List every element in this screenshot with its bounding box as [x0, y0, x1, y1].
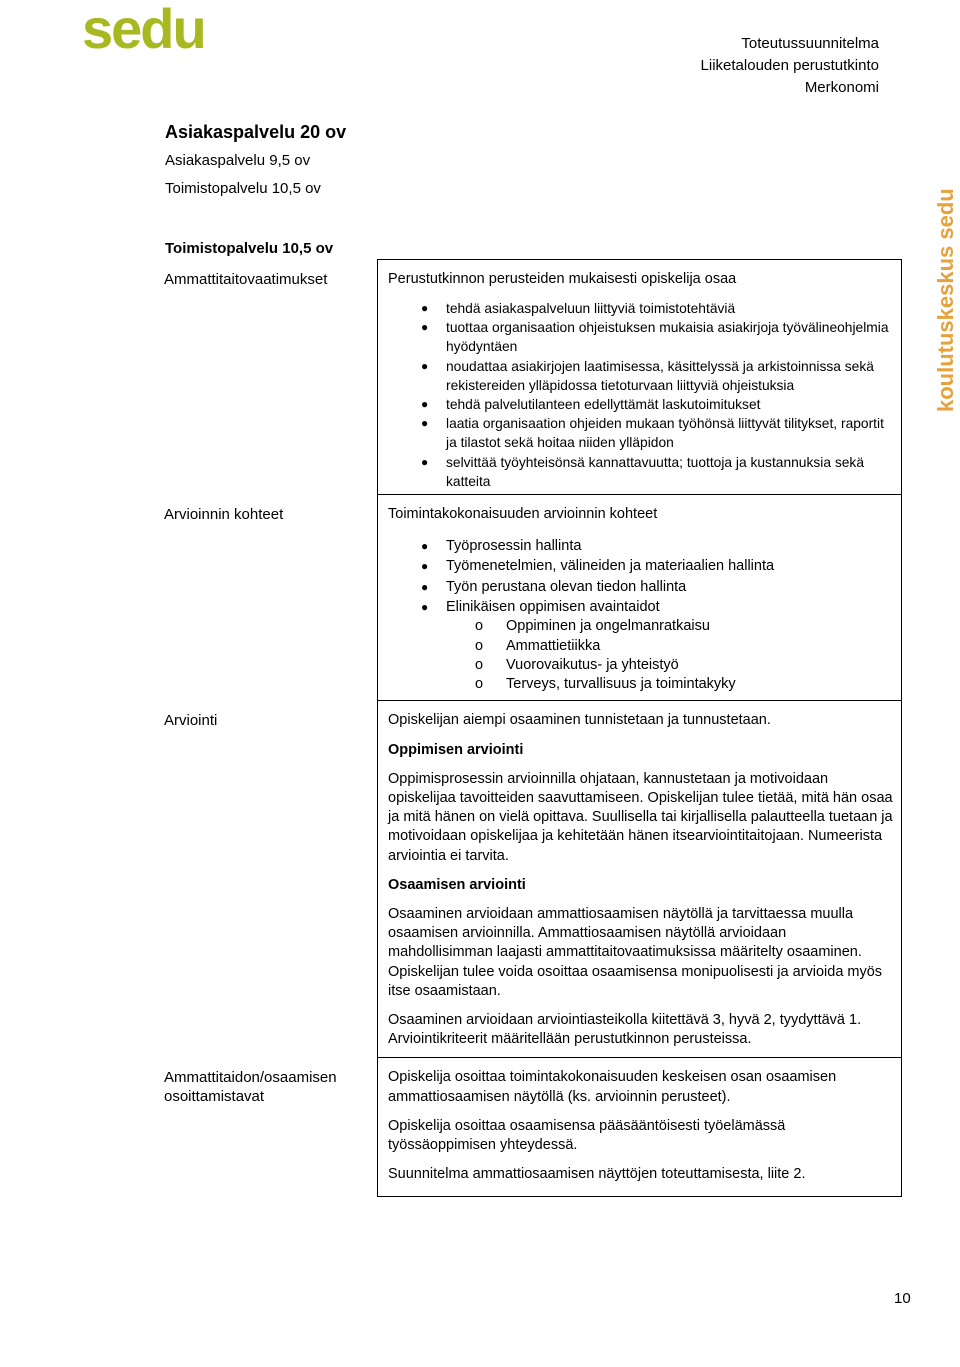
requirements-list — [388, 299, 893, 491]
section-title: Toimistopalvelu 10,5 ov — [165, 240, 334, 257]
circle-bullet-icon: o — [475, 637, 484, 654]
bullet-icon: ● — [421, 358, 429, 373]
side-logo — [930, 188, 958, 414]
demonstration-p1: Opiskelija osoittaa toimintakokonaisuuden keskeisen osan osaamisen ammattiosaamisen näytöllä (ks. arvioinnin perusteet). — [388, 1069, 837, 1105]
circle-bullet-icon: o — [475, 676, 484, 693]
content-table — [160, 259, 902, 1197]
cell-targets — [378, 495, 902, 701]
list-item: ● noudattaa asiakirjojen laatimisessa, käsittelyssä ja arkistoinnissa sekä rekistereiden ylläpidossa tietoturvaan liittyviä ohjeistuksia — [421, 358, 874, 393]
assessment-p2: Oppimisprosessin arvioinnilla ohjataan, kannustetaan ja motivoidaan opiskelijaa tavoitteiden saavuttamiseen. Opiskelijan tulee tietää, mitä hän osaa ja mitä hänen on vielä opittava. Suullisella tai kirjallisella palautteella tuetaan ja motivoidaan opiskelijaa ja kehitetään hänen itsearviointitaitojaan. Numeerista arviointia ei tarvita. — [388, 770, 893, 864]
document-header — [701, 33, 879, 99]
bullet-icon: ● — [421, 579, 429, 594]
row-assessment — [160, 701, 902, 1058]
circle-bullet-icon: o — [475, 656, 484, 673]
assessment-heading-learning: Oppimisen arviointi — [388, 741, 524, 758]
page-title: Asiakaspalvelu 20 ov — [165, 122, 347, 142]
demonstration-p2: Opiskelija osoittaa osaamisensa pääsääntöisesti työelämässä työssäoppimisen yhteydessä. — [388, 1117, 786, 1154]
targets-list — [388, 536, 893, 694]
bullet-icon: ● — [421, 416, 429, 431]
assessment-p3: Osaaminen arvioidaan ammattiosaamisen näytöllä ja tarvittaessa muulla osaamisen arvioinnilla. Ammattiosaamisen näytöllä arvioidaan mahdollisimman laajasti ammattitaitovaatimuksissa määritelty osaaminen. Opiskelijan tulee voida osoittaa osaamisensa monipuolisesti ja arvioida myös itse osaamistaan. — [388, 906, 883, 999]
sedu-logo — [82, 2, 232, 54]
logo-text: sedu — [82, 2, 205, 54]
cell-requirements — [378, 260, 902, 495]
bullet-icon: ● — [421, 320, 429, 335]
page-number: 10 — [894, 1290, 911, 1307]
bullet-icon: ● — [421, 559, 429, 574]
sub-list-item: o Oppiminen ja ongelmanratkaisu — [506, 617, 893, 636]
sub-list-item: o Vuorovaikutus- ja yhteistyö — [506, 656, 893, 675]
cell-demonstration — [378, 1058, 902, 1197]
side-logo-text: koulutuskeskus sedu — [933, 188, 958, 412]
list-item: ● tuottaa organisaation ohjeistuksen mukaisia asiakirjoja työvälineohjelmia hyödyntäen — [421, 320, 889, 355]
list-item: ● tehdä asiakaspalveluun liittyviä toimistotehtäviä — [446, 299, 893, 318]
list-item: ● Työn perustana olevan tiedon hallinta — [446, 577, 893, 597]
bullet-icon: ● — [421, 454, 429, 469]
bullet-icon: ● — [421, 301, 429, 315]
header-line3: Merkonomi — [804, 79, 879, 96]
label-assessment: Arviointi — [164, 711, 218, 729]
bullet-icon: ● — [421, 599, 429, 614]
sub-list-item: o Ammattietiikka — [506, 637, 893, 656]
demonstration-p3: Suunnitelma ammattiosaamisen näyttöjen toteuttamisesta, liite 2. — [388, 1166, 806, 1183]
circle-bullet-icon: o — [475, 618, 484, 635]
list-item: ● selvittää työyhteisönsä kannattavuutta; tuottoja ja kustannuksia sekä katteita — [421, 454, 864, 489]
label-requirements: Ammattitaitovaatimukset — [164, 270, 328, 288]
list-item: ● Elinikäisen oppimisen avaintaidot o Oppiminen ja ongelmanratkaisu o Ammattietiikka o Vuorovaikutus- ja yhteistyö o Terveys, turvallisuus ja toimintakyky — [446, 597, 893, 694]
list-item: ● tehdä palvelutilanteen edellyttämät laskutoimitukset — [446, 395, 893, 414]
assessment-p4: Osaaminen arvioidaan arviointiasteikolla kiitettävä 3, hyvä 2, tyydyttävä 1. Arviointikriteerit määritellään perustutkinnon perusteissa. — [388, 1012, 862, 1048]
subtitle-1: Asiakaspalvelu 9,5 ov — [165, 152, 311, 169]
subtitle-2: Toimistopalvelu 10,5 ov — [165, 180, 321, 197]
row-targets — [160, 495, 902, 701]
list-item: ● Työmenetelmien, välineiden ja materiaalien hallinta — [446, 556, 893, 576]
list-item: ● Työprosessin hallinta — [446, 536, 893, 556]
row-requirements — [160, 260, 902, 495]
list-item: ● laatia organisaation ohjeiden mukaan työhönsä liittyvät tilitykset, raportit ja tilastot sekä hoitaa niiden ylläpidon — [421, 416, 884, 451]
bullet-icon: ● — [421, 539, 429, 554]
targets-lead: Toimintakokonaisuuden arvioinnin kohteet — [388, 506, 658, 523]
bullet-icon: ● — [421, 397, 429, 412]
sub-list-item: o Terveys, turvallisuus ja toimintakyky — [506, 675, 893, 694]
title-block — [165, 120, 346, 201]
cell-assessment — [378, 701, 902, 1058]
label-demonstration: Ammattitaidon/osaamisen osoittamistavat — [164, 1068, 337, 1105]
requirements-lead: Perustutkinnon perusteiden mukaisesti opiskelija osaa — [388, 271, 737, 287]
row-demonstration — [160, 1058, 902, 1197]
label-targets: Arvioinnin kohteet — [164, 505, 284, 523]
targets-sublist — [446, 617, 893, 694]
assessment-p1: Opiskelijan aiempi osaaminen tunnistetaan ja tunnustetaan. — [388, 712, 771, 729]
header-line1: Toteutussuunnitelma — [741, 35, 879, 52]
header-line2: Liiketalouden perustutkinto — [700, 57, 879, 74]
assessment-heading-competence: Osaamisen arviointi — [388, 876, 526, 893]
